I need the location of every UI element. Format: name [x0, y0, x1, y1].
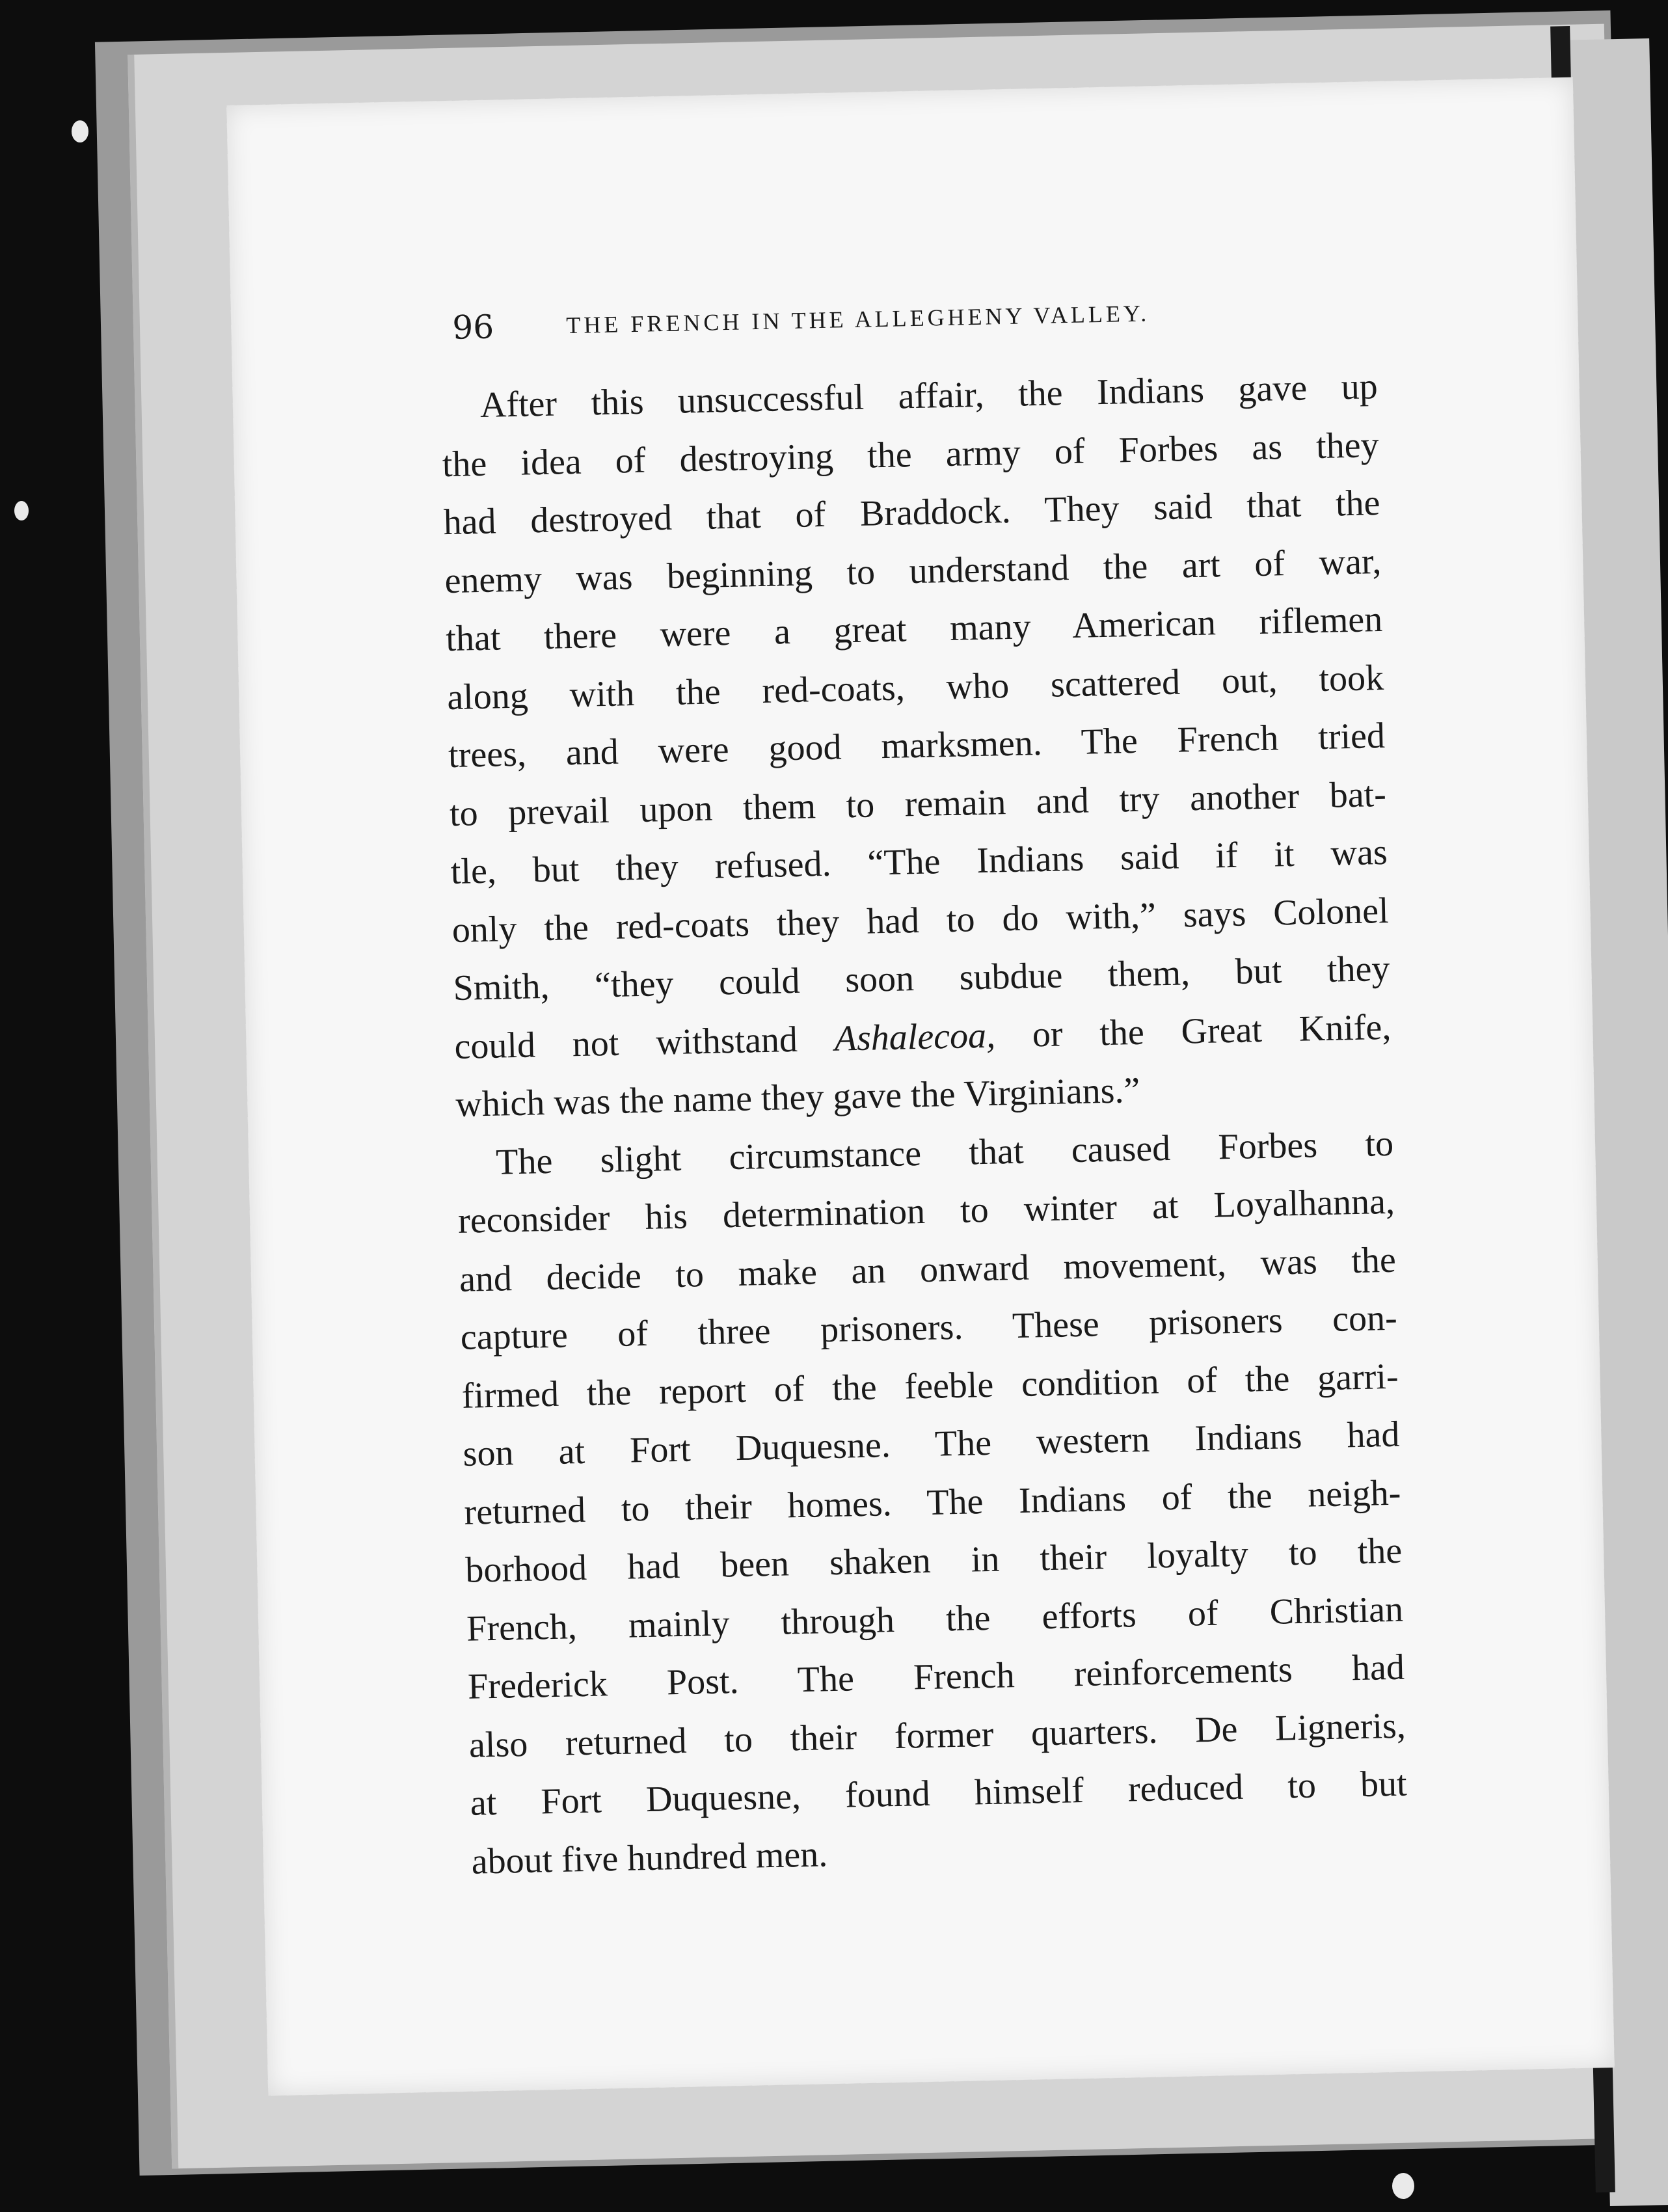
text-line: tle, but they refused. “The Indians said if it was: [450, 831, 1388, 893]
italic-term: Ashalecoa,: [834, 1015, 996, 1059]
text-line: Frederick Post. The French reinforcements had: [467, 1647, 1405, 1707]
text-line: the idea of destroying the army of Forbes as they: [442, 424, 1380, 485]
dust-speck: [14, 501, 29, 520]
text-line: about five hundred men.: [471, 1833, 828, 1882]
text-fragment: could not withstand: [453, 1019, 798, 1067]
text-line: Smith, “they could soon subdue them, but they: [453, 948, 1391, 1009]
text-line: French, mainly through the efforts of Christian: [466, 1589, 1404, 1649]
text-line: to prevail upon them to remain and try another bat-: [449, 774, 1387, 834]
text-line: also returned to their former quarters. De Ligneris,: [468, 1705, 1406, 1766]
text-line: firmed the report of the feeble condition of the garri-: [461, 1356, 1399, 1416]
text-line: enemy was beginning to understand the art of war,: [444, 541, 1382, 601]
body-text: [440, 358, 1408, 1891]
text-line: borhood had been shaken in their loyalty to the: [464, 1530, 1403, 1591]
text-line: capture of three prisoners. These prisoners con-: [460, 1297, 1398, 1358]
running-title: THE FRENCH IN THE ALLEGHENY VALLEY.: [565, 300, 1150, 339]
dust-speck: [72, 120, 88, 142]
text-line: which was the name they gave the Virginians.”: [455, 1070, 1140, 1125]
book-page: [226, 77, 1615, 2096]
dust-speck: [1392, 2173, 1414, 2199]
text-line: only the red-coats they had to do with,” says Colonel: [451, 890, 1390, 951]
text-line: and decide to make an onward movement, was the: [459, 1239, 1397, 1300]
page-number: 96: [451, 308, 494, 347]
running-head: [452, 288, 1429, 354]
text-line: returned to their homes. The Indians of the neigh-: [463, 1472, 1401, 1533]
text-line: along with the red-coats, who scattered out, took: [446, 657, 1384, 718]
text-line: The slight circumstance that caused Forbes to: [495, 1123, 1394, 1183]
text-fragment: or the Great Knife,: [1032, 1006, 1392, 1055]
text-line: After this unsuccessful affair, the Indians gave up: [479, 366, 1379, 425]
text-line: reconsider his determination to winter at Loyalhanna,: [457, 1181, 1395, 1241]
text-line: trees, and were good marksmen. The French tried: [448, 715, 1386, 776]
text-line: that there were a great many American riflemen: [445, 599, 1383, 660]
text-line: son at Fort Duquesne. The western Indians had: [463, 1414, 1401, 1474]
text-line: at Fort Duquesne, found himself reduced to but: [470, 1763, 1408, 1824]
text-line: had destroyed that of Braddock. They said that the: [443, 483, 1381, 543]
